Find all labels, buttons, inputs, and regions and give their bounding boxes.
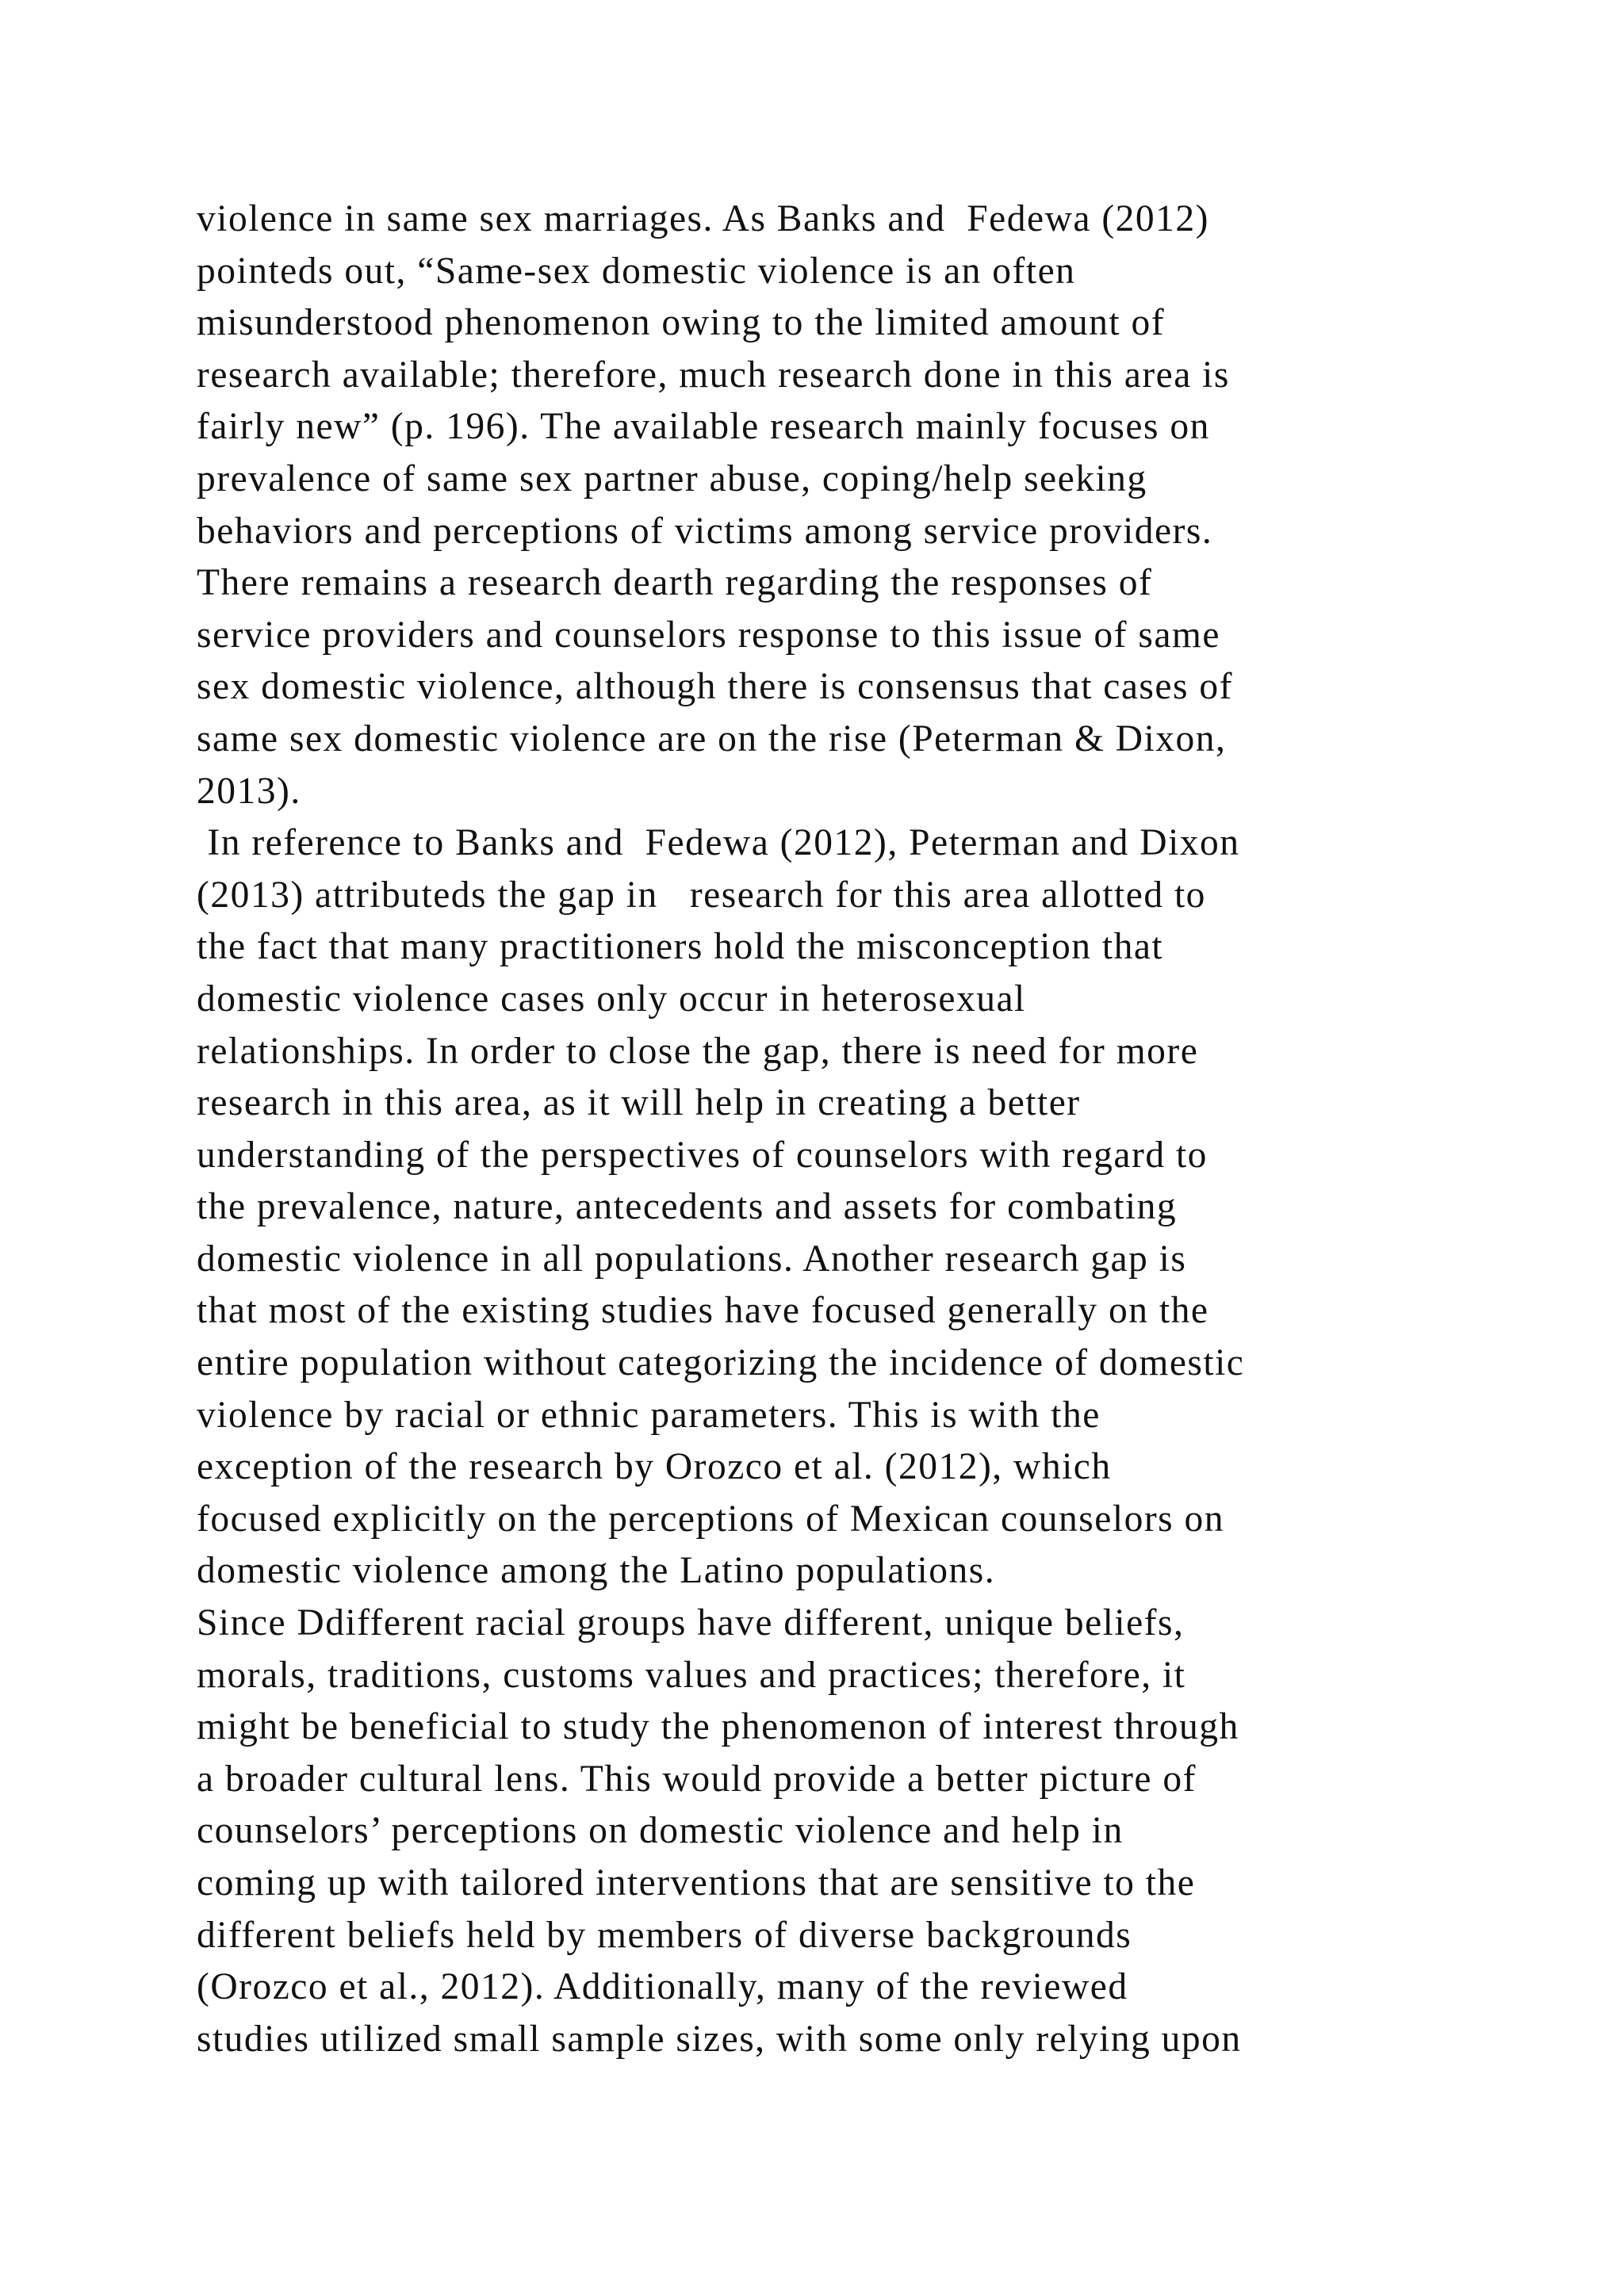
text-line: different beliefs held by members of diverse backgrounds bbox=[197, 1914, 1132, 1956]
text-line: exception of the research by Orozco et al. (2012), which bbox=[197, 1446, 1112, 1488]
text-line: There remains a research dearth regarding the responses of bbox=[197, 562, 1153, 604]
text-line: (2013) attributeds the gap in research for this area allotted to bbox=[197, 874, 1206, 916]
text-line: (Orozco et al., 2012). Additionally, many of the reviewed bbox=[197, 1966, 1128, 2008]
text-line: fairly new” (p. 196). The available research mainly focuses on bbox=[197, 406, 1210, 448]
text-line: research in this area, as it will help in creating a better bbox=[197, 1082, 1081, 1124]
text-line: domestic violence in all populations. Another research gap is bbox=[197, 1238, 1187, 1280]
text-line: In reference to Banks and Fedewa (2012), Peterman and Dixon bbox=[197, 822, 1240, 864]
text-line: morals, traditions, customs values and practices; therefore, it bbox=[197, 1654, 1186, 1696]
text-line: domestic violence cases only occur in heterosexual bbox=[197, 978, 1026, 1020]
text-line: violence in same sex marriages. As Banks and Fedewa (2012) bbox=[197, 198, 1209, 239]
text-line: relationships. In order to close the gap, there is need for more bbox=[197, 1030, 1199, 1072]
text-line: that most of the existing studies have focused generally on the bbox=[197, 1290, 1209, 1332]
text-line: behaviors and perceptions of victims among service providers. bbox=[197, 510, 1213, 552]
body-text bbox=[197, 193, 1497, 2065]
text-line: the fact that many practitioners hold the misconception that bbox=[197, 926, 1164, 968]
text-line: focused explicitly on the perceptions of Mexican counselors on bbox=[197, 1498, 1224, 1540]
text-line: counselors’ perceptions on domestic violence and help in bbox=[197, 1810, 1124, 1852]
text-line: understanding of the perspectives of counselors with regard to bbox=[197, 1134, 1208, 1176]
text-line: domestic violence among the Latino populations. bbox=[197, 1550, 996, 1592]
text-line: 2013). bbox=[197, 770, 301, 812]
text-line: misunderstood phenomenon owing to the limited amount of bbox=[197, 302, 1166, 344]
text-line: the prevalence, nature, antecedents and assets for combating bbox=[197, 1186, 1178, 1228]
text-line: research available; therefore, much research done in this area is bbox=[197, 354, 1230, 396]
text-line: prevalence of same sex partner abuse, coping/help seeking bbox=[197, 457, 1147, 499]
text-line: might be beneficial to study the phenomenon of interest through bbox=[197, 1706, 1239, 1748]
text-line: violence by racial or ethnic parameters. This is with the bbox=[197, 1394, 1101, 1436]
text-line: sex domestic violence, although there is consensus that cases of bbox=[197, 666, 1233, 708]
text-line: coming up with tailored interventions that are sensitive to the bbox=[197, 1862, 1196, 1904]
text-line: a broader cultural lens. This would provide a better picture of bbox=[197, 1758, 1197, 1800]
text-line: same sex domestic violence are on the rise (Peterman & Dixon, bbox=[197, 718, 1227, 760]
text-line: Since Ddifferent racial groups have different, unique beliefs, bbox=[197, 1602, 1185, 1644]
text-line: pointeds out, “Same-sex domestic violence is an often bbox=[197, 250, 1076, 292]
text-line: studies utilized small sample sizes, with some only relying upon bbox=[197, 2018, 1242, 2060]
text-line: service providers and counselors response to this issue of same bbox=[197, 614, 1220, 656]
text-line: entire population without categorizing the incidence of domestic bbox=[197, 1342, 1245, 1384]
